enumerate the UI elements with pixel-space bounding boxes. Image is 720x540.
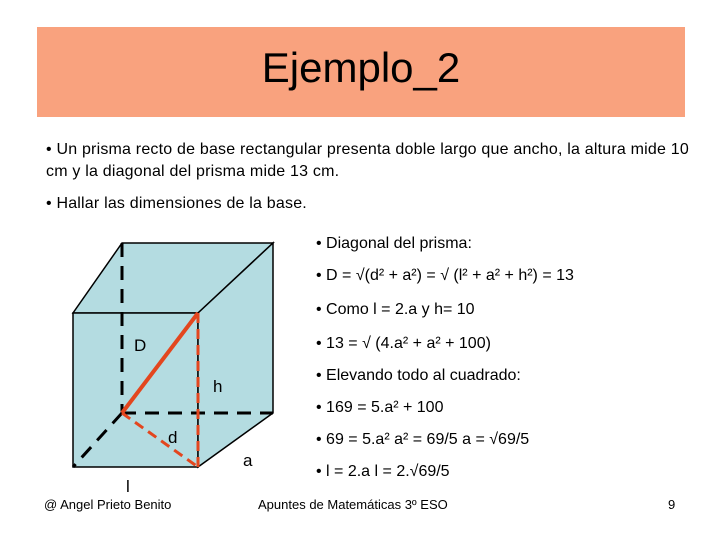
problem-statement: • Un prisma recto de base rectangular presenta doble largo que ancho, la altura mide 10 cm y la diagonal del prisma mide 13 cm.	[46, 141, 689, 180]
step-6: • 169 = 5.a² + 100	[316, 399, 444, 416]
label-a: a	[243, 451, 253, 470]
problem-task: • Hallar las dimensiones de la base.	[46, 195, 307, 212]
step-1: • Diagonal del prisma:	[316, 235, 472, 252]
label-h: h	[213, 377, 223, 396]
step-3: • Como l = 2.a y h= 10	[316, 301, 475, 318]
label-D: D	[134, 336, 147, 355]
footer-course: Apuntes de Matemáticas 3º ESO	[258, 497, 448, 512]
step-2: • D = √(d² + a²) = √ (l² + a² + h²) = 13	[316, 267, 574, 284]
slide-title: Ejemplo_2	[261, 44, 461, 91]
step-8: • l = 2.a l = 2.√69/5	[316, 463, 450, 480]
footer-page-number: 9	[668, 497, 676, 512]
step-5: • Elevando todo al cuadrado:	[316, 367, 521, 384]
label-l: l	[126, 477, 130, 496]
label-d: d	[168, 428, 178, 447]
step-4: • 13 = √ (4.a² + a² + 100)	[316, 335, 491, 352]
step-7: • 69 = 5.a² a² = 69/5 a = √69/5	[316, 431, 530, 448]
footer-author: @ Angel Prieto Benito	[44, 497, 172, 512]
